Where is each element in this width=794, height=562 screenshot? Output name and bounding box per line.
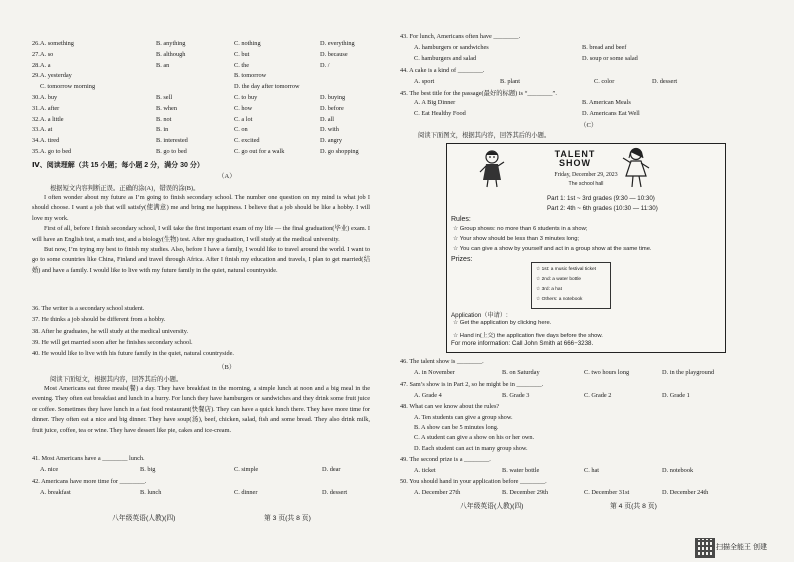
option-a: A. Ten students can give a group show. <box>414 414 513 421</box>
question-number: 34. <box>32 137 40 145</box>
poster-part-2: Part 2: 4th ~ 6th grades (10:30 — 11:30) <box>547 205 658 212</box>
option-b: B. an <box>156 61 170 69</box>
rules-heading: Rules: <box>451 216 471 223</box>
option-b: B. anything <box>156 40 186 47</box>
question-number: 30. <box>32 94 40 101</box>
rule-item: ☆ Group shows: no more than 6 students in a show; <box>453 226 588 232</box>
question-stem: 42. Americans have more time for ________. <box>32 478 147 485</box>
option-a: A. go to bed <box>40 148 72 155</box>
option-a: A. something <box>40 40 74 47</box>
option-b: B. in <box>156 126 169 134</box>
question-stem: 43. For lunch, Americans often have ________. <box>400 33 521 40</box>
option-a: A. hamburgers or sandwiches <box>414 44 489 51</box>
option-d: D. dear <box>322 466 341 473</box>
option-d: D. in the playground <box>662 369 715 376</box>
option-d: D. soup or some salad <box>582 54 638 62</box>
option-c: C. color <box>594 78 615 85</box>
option-d: D. all <box>320 115 334 123</box>
option-a: A. after <box>40 104 60 112</box>
part-a-passage <box>32 193 370 276</box>
option-c: C. Eat Healthy Food <box>414 109 466 117</box>
option-c: C. to buy <box>234 94 258 101</box>
option-b: B. plant <box>500 78 520 85</box>
passage-paragraph: First of all, before I finish secondary school, I will take the first important exam of my life — the final graduation(毕业) exam. I will have an English test, a math test, and a biology(生物) test. After my graduation, I will study at the medical university. <box>32 225 370 243</box>
option-c: C. simple <box>234 466 259 473</box>
application-item: ☆ Get the application by clicking here. <box>453 320 552 326</box>
option-a: C. tomorrow morning <box>40 83 96 91</box>
option-c: C. excited <box>234 137 260 145</box>
part-c-instruction: 阅读下面图文，根据其内容，回答其后的小题。 <box>418 132 551 139</box>
talent-show-poster <box>446 143 726 353</box>
option-a: A. a <box>40 61 51 69</box>
option-b: B. interested <box>156 137 188 145</box>
option-b: B. American Meals <box>582 99 631 106</box>
option-a: A. sport <box>414 78 435 85</box>
option-b: B. go to bed <box>156 148 187 155</box>
option-a: A. December 27th <box>414 489 461 496</box>
option-a: A. in November <box>414 369 455 376</box>
option-d: D. / <box>320 61 330 69</box>
prizes-heading: Prizes: <box>451 256 473 263</box>
option-d: D. angry <box>320 137 343 145</box>
option-b: B. bread and beef <box>582 44 627 51</box>
poster-place: The school hall <box>568 181 604 187</box>
question-stem: 41. Most Americans have a ________ lunch. <box>32 455 145 462</box>
footer-subject: 八年级英语(人教)(四) <box>460 503 524 510</box>
true-false-question: 37. He thinks a job should be different from a hobby. <box>32 316 166 324</box>
poster-date: Friday, December 29, 2023 <box>554 172 618 178</box>
option-c: C. two hours long <box>584 369 630 376</box>
option-b: B. Grade 3 <box>502 392 530 399</box>
option-c: C. go out for a walk <box>234 148 285 155</box>
option-b: B. big <box>140 466 156 473</box>
question-stem: 44. A cake is a kind of ________. <box>400 67 485 74</box>
question-stem: 46. The talent show is ________. <box>400 358 484 365</box>
part-b-label: （B） <box>218 364 236 371</box>
left-page <box>32 0 388 540</box>
option-a: A. at <box>40 126 53 134</box>
option-b: B. water bottle <box>502 467 540 474</box>
true-false-question: 36. The writer is a secondary school student. <box>32 305 145 312</box>
option-c: C. dinner <box>234 489 258 496</box>
option-d: D. before <box>320 104 344 112</box>
footer-page-number: 第 4 页(共 8 页) <box>610 503 657 510</box>
option-c: C. nothing <box>234 40 261 47</box>
option-b: B. sell <box>156 94 173 101</box>
question-number: 26. <box>32 40 40 47</box>
option-a: A. A Big Dinner <box>414 99 456 106</box>
question-number: 27. <box>32 50 40 58</box>
part-b-instruction: 阅读下面短文，根据其内容，回答其后的小题。 <box>50 376 183 383</box>
application-item: ☆ Hand in(上交) the application five days before the show. <box>453 333 603 339</box>
option-b: B. although <box>156 50 186 58</box>
option-d: D. Americans Eat Well <box>582 109 640 117</box>
question-number: 29. <box>32 72 40 80</box>
option-b: B. A show can be 5 minutes long. <box>414 424 499 432</box>
option-c: C. December 31st <box>584 489 630 496</box>
question-stem: 47. Sam’s show is in Part 2, so he might be in ________. <box>400 381 544 388</box>
option-c: C. how <box>234 104 253 112</box>
option-c: C. the <box>234 61 250 69</box>
option-d: D. because <box>320 50 348 58</box>
option-c: C. a lot <box>234 115 253 123</box>
option-d: D. everything <box>320 40 355 47</box>
prize-item: ☆ Others: a notebook <box>536 297 583 302</box>
part-a-instruction: 根据短文内容判断正误。正确的涂(A)，错误的涂(B)。 <box>50 185 200 192</box>
question-stem: 49. The second prize is a ________. <box>400 456 491 463</box>
poster-title-line: SHOW <box>559 158 591 168</box>
option-a: A. nice <box>40 466 59 473</box>
question-number: 33. <box>32 126 40 134</box>
option-b: B. December 29th <box>502 489 548 496</box>
passage-paragraph: Most Americans eat three meals(餐) a day. They have breakfast in the morning, a simple lunch at noon and a big meal in the evening. They often eat breakfast and lunch in a hurry. For lunch they have hamburgers or sandwiches and they drink some fruit juice or coffee. Sometimes they have lunch in a fast food restaurant(快餐店). They can have a quick lunch there. They have more time for dinner. They often eat a nice and big dinner. They have soup(汤), beef, chicken, salad, fish and some bread. They also drink milk, fruit juice, coffee, tea or wine. They have dessert like pie, cakes and ice-cream. <box>32 385 370 434</box>
question-number: 32. <box>32 115 40 123</box>
poster-part-1: Part 1: 1st ~ 3rd grades (9:30 — 10:30) <box>547 195 655 202</box>
footer-page-number: 第 3 页(共 8 页) <box>264 515 311 522</box>
option-d: D. the day after tomorrow <box>234 83 300 91</box>
option-c: C. hat <box>584 467 600 474</box>
application-heading: Application（申请）: <box>451 312 508 319</box>
option-c: C. but <box>234 50 250 58</box>
part-c-label: （C） <box>580 122 598 129</box>
option-c: C. hamburgers and salad <box>414 54 477 62</box>
passage-paragraph: But now, I’m trying my best to finish my studies. Also, before I have a family, I would like to travel around the world. I want to go to some countries like China, Finland and travel through Africa. After I finish my education and travels, I plan to get married(结婚) and have a family. I would like to live with my future family in the quiet, natural countryside. <box>32 246 370 274</box>
scanner-watermark: 扫描全能王 创建 <box>716 544 767 551</box>
question-number: 31. <box>32 104 40 112</box>
footer-subject: 八年级英语(人教)(四) <box>112 515 176 522</box>
question-stem: 48. What can we know about the rules? <box>400 403 500 410</box>
option-c: C. on <box>234 126 248 134</box>
option-d: D. dessert <box>652 78 678 85</box>
option-c: C. A student can give a show on his or her own. <box>414 434 535 442</box>
question-stem: 45. The best title for the passage(最好的标题) is “________”. <box>400 90 557 97</box>
option-a: A. so <box>40 50 54 58</box>
option-d: D. December 24th <box>662 489 709 496</box>
right-page <box>400 0 760 540</box>
part-b-passage <box>32 384 370 436</box>
option-d: D. Grade 1 <box>662 392 690 399</box>
option-d: D. with <box>320 126 339 134</box>
question-number: 35. <box>32 148 40 155</box>
option-a: A. buy <box>40 94 58 101</box>
option-d: D. buying <box>320 94 346 101</box>
option-a: A. ticket <box>414 467 436 474</box>
poster-title-line: TALENT <box>554 149 596 159</box>
option-b: B. tomorrow <box>234 72 267 80</box>
true-false-question: 40. He would like to live with his future family in the quiet, natural countryside. <box>32 350 234 358</box>
true-false-question: 39. He will get married soon after he finishes secondary school. <box>32 338 193 346</box>
option-d: D. go shopping <box>320 148 359 155</box>
true-false-question: 38. After he graduates, he will study at the medical university. <box>32 327 189 335</box>
option-a: A. tired <box>40 137 60 145</box>
option-c: C. Grade 2 <box>584 392 612 399</box>
qr-code-icon <box>695 538 715 558</box>
option-a: A. breakfast <box>40 489 71 496</box>
option-a: A. a little <box>40 115 64 123</box>
rule-item: ☆ Your show should be less than 3 minutes long; <box>453 236 580 242</box>
option-b: B. on Saturday <box>502 369 540 376</box>
option-b: B. when <box>156 104 177 112</box>
section-4-title: Ⅳ、阅读理解（共 15 小题；每小题 2 分，满分 30 分） <box>32 162 204 169</box>
option-a: A. Grade 4 <box>414 392 442 399</box>
option-d: D. dessert <box>322 489 348 496</box>
option-b: B. not <box>156 115 172 123</box>
poster-title <box>545 150 605 168</box>
option-d: D. Each student can act in many group show. <box>414 444 528 452</box>
option-a: A. yesterday <box>40 72 72 80</box>
option-d: D. notebook <box>662 467 694 474</box>
prize-item: ☆ 1st: a music festival ticket <box>536 267 597 272</box>
question-number: 28. <box>32 61 40 69</box>
prize-item: ☆ 3rd: a hat <box>536 287 562 292</box>
option-b: B. lunch <box>140 489 162 496</box>
prizes-list <box>531 262 611 309</box>
question-stem: 50. You should hand in your application before ________. <box>400 478 547 485</box>
passage-paragraph: I often wonder about my future as I’m going to finish secondary school. The number one question on my mind is what job I should choose. I want a job that will satisfy(使满意) me and bring me happiness. I believe that a job should be like a hobby. I will love my work. <box>32 194 370 222</box>
rule-item: ☆ You can give a show by yourself and act in a group show at the same time. <box>453 246 652 252</box>
part-a-label: （A） <box>218 173 236 180</box>
more-information: For more information: Call John Smith at 666−3238. <box>451 340 594 347</box>
prize-item: ☆ 2nd: a water bottle <box>536 277 582 282</box>
